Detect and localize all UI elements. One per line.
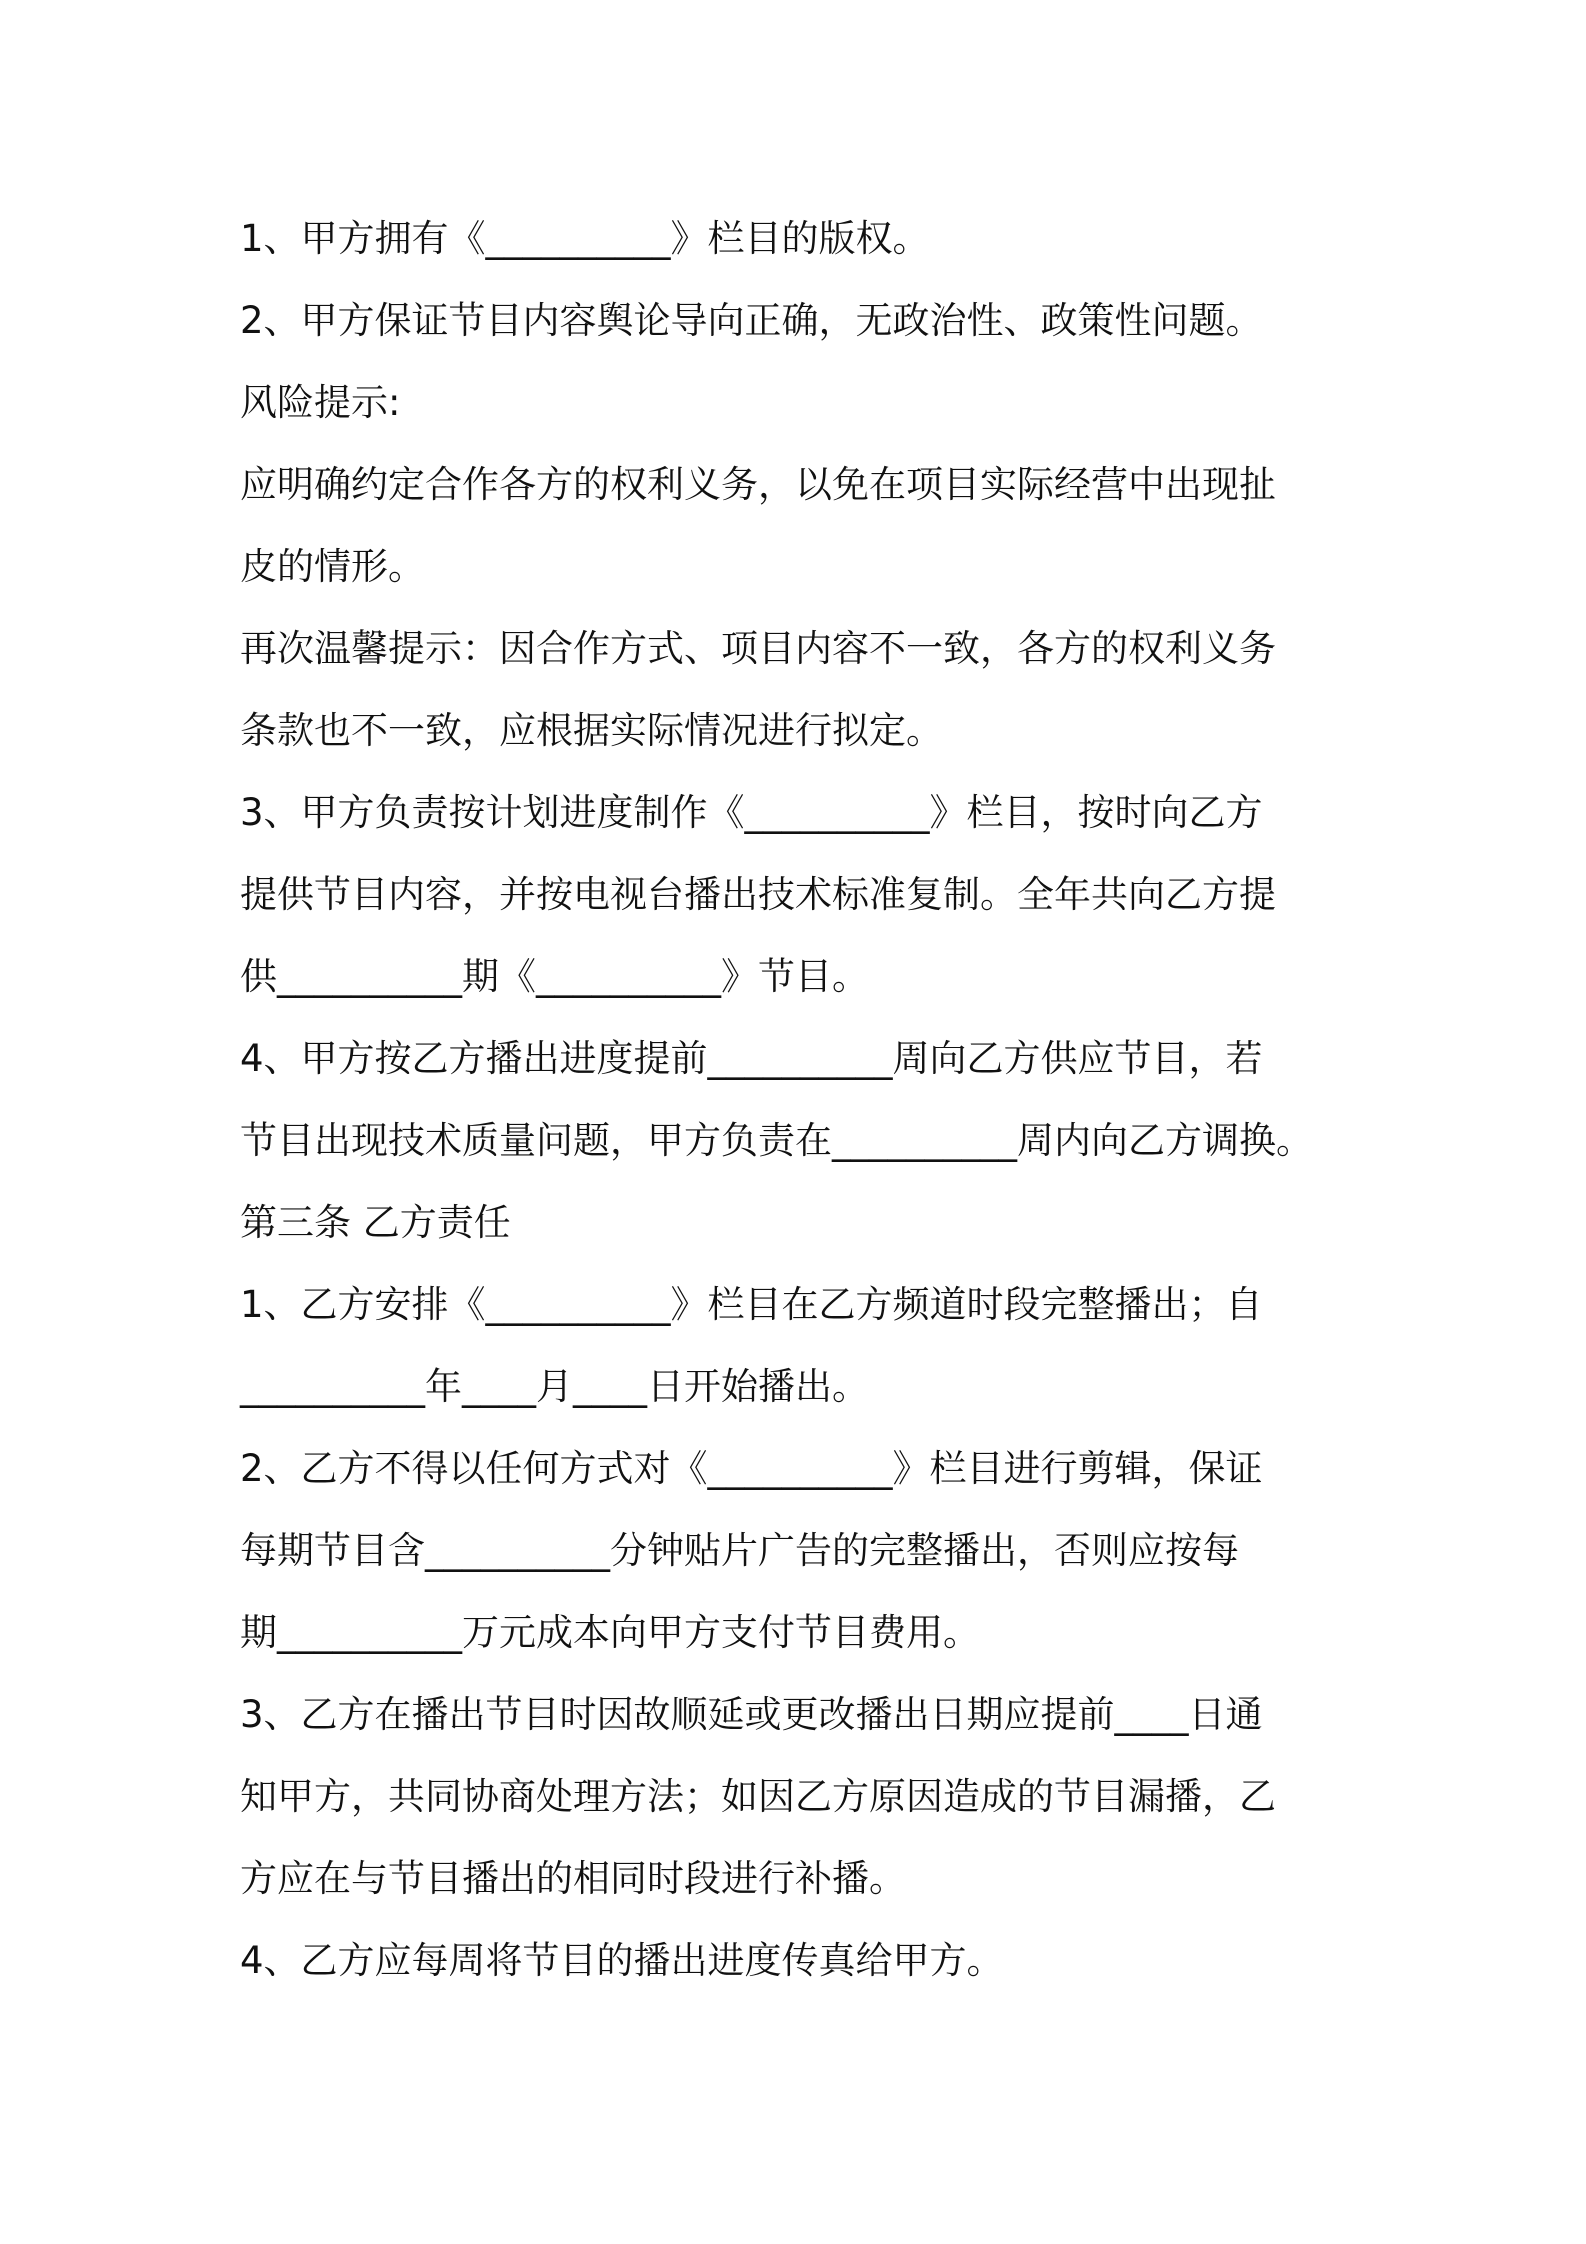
text-line: 皮的情形。 xyxy=(240,545,425,588)
document-body xyxy=(240,198,1370,2002)
text-line: 2、乙方不得以任何方式对《__________》栏目进行剪辑，保证 xyxy=(240,1447,1263,1490)
text-line: __________年____月____日开始播出。 xyxy=(240,1365,869,1408)
text-line: 2、甲方保证节目内容舆论导向正确，无政治性、政策性问题。 xyxy=(240,299,1263,342)
text-line: 供__________期《__________》节目。 xyxy=(240,955,869,998)
text-line: 期__________万元成本向甲方支付节目费用。 xyxy=(240,1611,980,1654)
text-line: 提供节目内容，并按电视台播出技术标准复制。全年共向乙方提 xyxy=(240,873,1276,916)
text-line: 应明确约定合作各方的权利义务，以免在项目实际经营中出现扯 xyxy=(240,463,1276,506)
text-line: 4、甲方按乙方播出进度提前__________周向乙方供应节目，若 xyxy=(240,1037,1263,1080)
text-line: 1、甲方拥有《__________》栏目的版权。 xyxy=(240,217,930,260)
text-line: 4、乙方应每周将节目的播出进度传真给甲方。 xyxy=(240,1939,1004,1982)
section-heading: 第三条 乙方责任 xyxy=(240,1201,511,1244)
text-line: 3、甲方负责按计划进度制作《__________》栏目，按时向乙方 xyxy=(240,791,1263,834)
text-line: 知甲方，共同协商处理方法；如因乙方原因造成的节目漏播，乙 xyxy=(240,1775,1276,1818)
text-line: 每期节目含__________分钟贴片广告的完整播出，否则应按每 xyxy=(240,1529,1239,1572)
text-line: 再次温馨提示：因合作方式、项目内容不一致，各方的权利义务 xyxy=(240,627,1276,670)
text-line: 1、乙方安排《__________》栏目在乙方频道时段完整播出；自 xyxy=(240,1283,1263,1326)
text-line: 方应在与节目播出的相同时段进行补播。 xyxy=(240,1857,906,1900)
text-line: 风险提示: xyxy=(240,381,401,424)
text-line: 条款也不一致，应根据实际情况进行拟定。 xyxy=(240,709,943,752)
text-line: 节目出现技术质量问题，甲方负责在__________周内向乙方调换。 xyxy=(240,1119,1313,1162)
text-line: 3、乙方在播出节目时因故顺延或更改播出日期应提前____日通 xyxy=(240,1693,1263,1736)
